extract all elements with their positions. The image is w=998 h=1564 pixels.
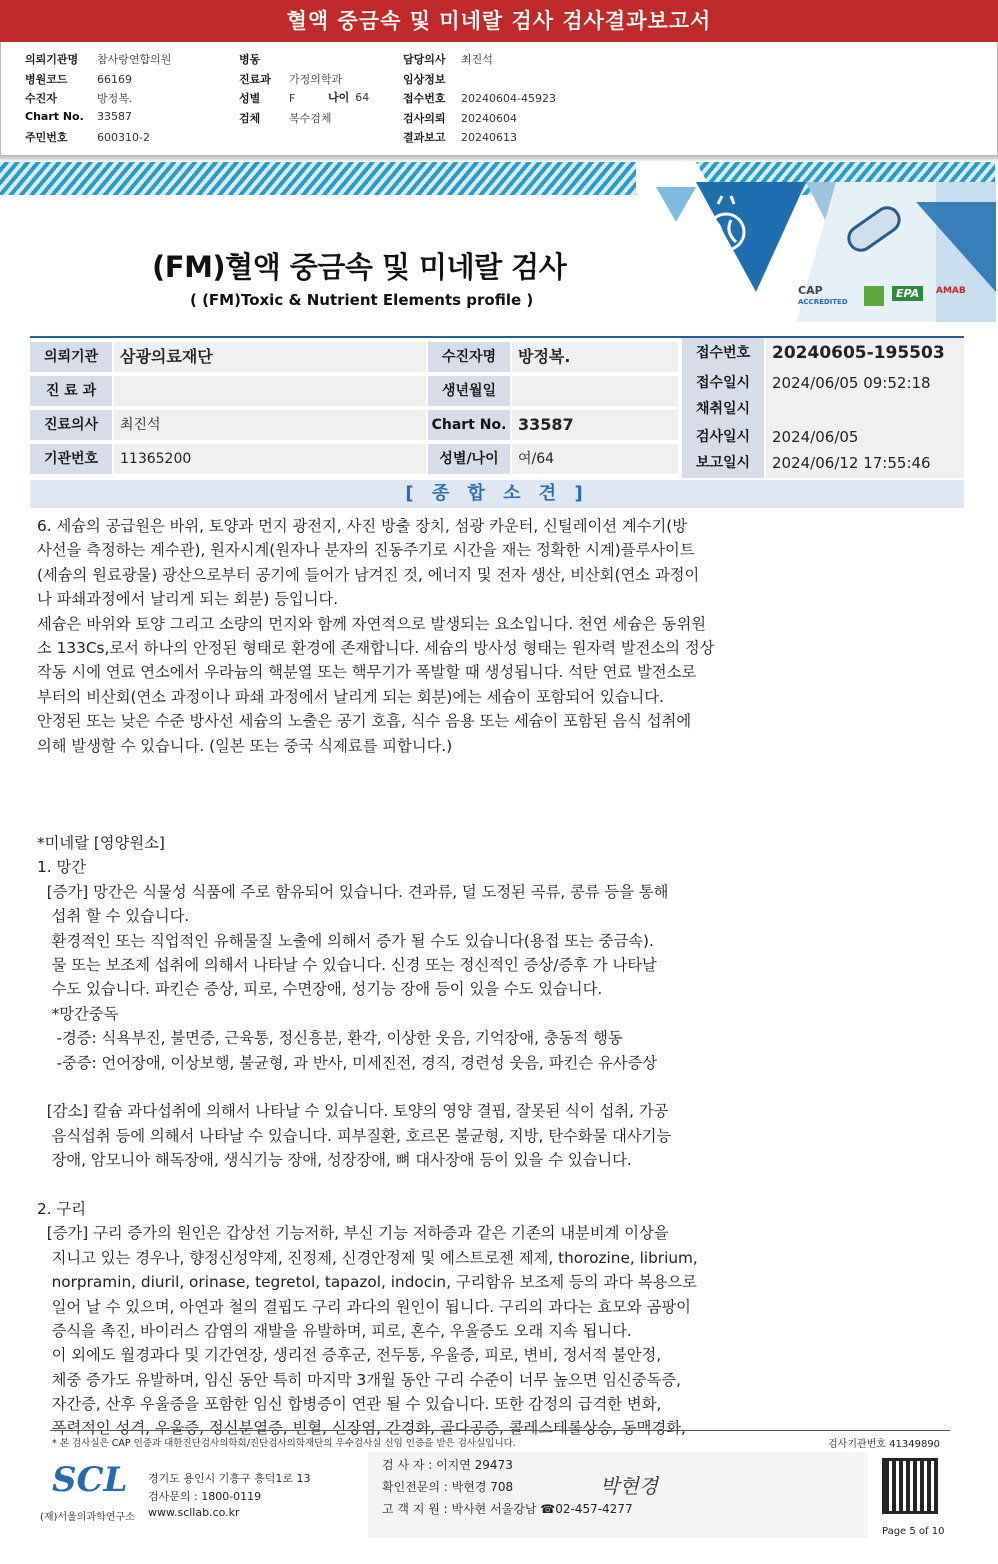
patient-name: 방정복. (512, 342, 678, 372)
org-number: 검사기관번호 41349890 (828, 1439, 941, 1450)
text-line: 작동 시에 연료 연소에서 우라늄의 핵분열 또는 핵무기가 폭발할 때 생성됩니다. 석탄 연료 발전소로 (37, 663, 697, 682)
text-line (37, 1075, 967, 1099)
patient-field: 담당의사 최진석 (403, 53, 493, 66)
text-line: 소 133Cs,로서 하나의 안정된 형태로 환경에 존재합니다. 세슘의 방사성 형태는 원자력 발전소의 정상 (37, 638, 715, 657)
patient-field: 진료과 가정의학과 (239, 72, 343, 86)
chart-no: 33587 (512, 410, 678, 440)
amab-logo: AMAB (936, 286, 966, 296)
patient-field: 임상정보 (403, 72, 446, 86)
customer-support: 고 객 지 원 : 박사현 서울강남 ☎02-457-4277 (382, 1502, 633, 1516)
patient-field: 수진자 방정복. (25, 92, 133, 105)
text-line: 안정된 또는 낮은 수준 방사선 세슘의 노출은 공기 호흡, 식수 음용 또는 세슘이 포함된 음식 섭취에 (37, 712, 692, 731)
text-line: 폭력적인 성격, 우울증, 정신분열증, 빈혈, 신장염, 간경화, 골다공증, 콜레스테롤상승, 동맥경화, (37, 1419, 686, 1438)
test-title: (FM)혈액 중금속 및 미네랄 검사 (152, 250, 567, 284)
text-line: (세슘의 원료광물) 광산으로부터 공기에 들어가 남겨진 것, 에너지 및 전자 생산, 비산회(연소 과정이 (37, 565, 700, 584)
text-line (37, 782, 967, 806)
text-line (37, 758, 967, 782)
text-line: 자간증, 산후 우울증을 포함한 임신 합병증이 연관 될 수 있습니다. 또한 감정의 급격한 변화, (37, 1395, 662, 1414)
doctor: 최진석 (114, 410, 426, 440)
patient-field: Chart No. 33587 (25, 109, 132, 123)
text-line: 음식섭취 등에 의해서 나타날 수 있습니다. 피부질환, 호르몬 불균형, 지방, 탄수화물 대사기능 (37, 1126, 672, 1145)
cap-sub: ACCREDITED (798, 298, 848, 306)
test-date: 2024/06/05 (766, 422, 964, 452)
text-line: 장애, 암모니아 해독장애, 생식기능 장애, 성장장애, 뼈 대사장애 등이 있을 수 있습니다. (37, 1151, 632, 1170)
text-line: 이 외에도 월경과다 및 기간연장, 생리전 증후군, 전두통, 우울증, 피로, 변비, 정서적 불안정, (37, 1346, 662, 1365)
text-line: 수도 있습니다. 파킨슨 증상, 피로, 수면장애, 성기능 장애 등이 있을 수도 있습니다. (37, 980, 603, 999)
sex-age: 여/64 (512, 444, 678, 474)
text-line: 1. 망간 (37, 858, 87, 877)
summary-body (37, 514, 967, 1441)
text-line: 환경적인 또는 직업적인 유해물질 노출에 의해서 증가 될 수도 있습니다(용접 또는 중금속). (37, 931, 654, 950)
report-title: 혈액 중금속 및 미네랄 검사 검사결과보고서 (0, 0, 998, 42)
cert-note: * 본 검사실은 CAP 인증과 대한진단검사의학회/진단검사의학재단의 우수검사실 신임 인증을 받은 검사실입니다. (52, 1438, 516, 1449)
scl-name: (재)서울의과학연구소 (40, 1512, 135, 1523)
patient-field: 의뢰기관명 참사랑연합의원 (25, 53, 172, 66)
text-line: 6. 세슘의 공급원은 바위, 토양과 먼지 광전지, 사진 방출 장치, 섬광 카운터, 신틸레이션 계수기(방 (37, 517, 687, 535)
text-line: [증가] 구리 증가의 원인은 갑상선 기능저하, 부신 기능 저하증과 같은 기존의 내분비계 이상을 (37, 1224, 669, 1243)
report-time: 2024/06/12 17:55:46 (766, 448, 964, 478)
patient-field: 접수번호 20240604-45923 (403, 92, 556, 105)
patient-field: 병동 (239, 53, 261, 66)
footer (0, 1430, 998, 1564)
phone: 검사문의 : 1800-0119 (148, 1490, 262, 1503)
text-line: 나 파쇄과정에서 날리게 되는 회분) 등입니다. (37, 590, 339, 609)
text-line: 2. 구리 (37, 1199, 87, 1218)
text-line: *망간중독 (37, 1004, 119, 1023)
qr-code-icon (882, 1458, 938, 1514)
website[interactable]: www.scllab.co.kr (148, 1506, 240, 1519)
address: 경기도 용인시 기흥구 흥덕1로 13 (148, 1472, 311, 1485)
text-line (37, 807, 967, 831)
confirming-doctor: 확인전문의 : 박현경 708 (382, 1480, 514, 1494)
text-line: 사선을 측정하는 계수관), 원자시계(원자나 분자의 진동주기로 시간을 재는 정확한 시계)플루사이트 (37, 541, 695, 560)
text-line: -중증: 언어장애, 이상보행, 불균형, 과 반사, 미세진전, 경직, 경련성 웃음, 파킨슨 유사증상 (37, 1053, 658, 1072)
text-line: 부터의 비산회(연소 과정이나 파쇄 과정에서 날리게 되는 회분)에는 세슘이 포함되어 있습니다. (37, 687, 664, 706)
text-line: [감소] 칼슘 과다섭취에 의해서 나타날 수 있습니다. 토양의 영양 결핍, 잘못된 식이 섭취, 가공 (37, 1102, 669, 1121)
text-line (37, 1173, 967, 1197)
receipt-time: 2024/06/05 09:52:18 (766, 368, 964, 398)
page-number: Page 5 of 10 (882, 1526, 945, 1537)
test-subtitle: ( (FM)Toxic & Nutrient Elements profile ) (190, 291, 534, 309)
patient-field: 검사의뢰 20240604 (403, 111, 517, 125)
institution-no: 11365200 (114, 444, 426, 474)
text-line: 물 또는 보조제 섭취에 의해서 나타날 수 있습니다. 신경 또는 정신적인 증상/증후 가 나타날 (37, 956, 657, 975)
receipt-no: 20240605-195503 (766, 338, 964, 368)
patient-panel (0, 42, 998, 156)
text-line: norpramin, diuril, orinase, tegretol, tapazol, indocin, 구리함유 보조제 등의 과다 복용으로 (37, 1273, 697, 1292)
patient-field: 성별 F (239, 92, 296, 105)
text-line: *미네랄 [영양원소] (37, 834, 165, 853)
cap-logo: CAP (798, 284, 823, 297)
scl-logo: SCL (52, 1460, 128, 1500)
epa-logo: EPA (892, 286, 923, 301)
patient-field: 결과보고 20240613 (403, 131, 517, 144)
patient-field: 주민번호 600310-2 (25, 131, 150, 144)
text-line: [증가] 망간은 식물성 식품에 주로 함유되어 있습니다. 견과류, 덜 도정된 곡류, 콩류 등을 통해 (37, 882, 669, 901)
signature: 박현경 (600, 1474, 658, 1498)
patient-field: 검체 복수검체 (239, 111, 332, 125)
summary-header: [ 종 합 소 견 ] (30, 480, 964, 508)
patient-field: 병원코드 66169 (25, 72, 132, 86)
text-line: 의해 발생할 수 있습니다. (일본 또는 중국 식제료를 피합니다.) (37, 736, 453, 755)
text-line: 체중 증가도 유발하며, 임신 동안 특히 마지막 3개월 동안 구리 수준이 너무 높으면 임신중독증, (37, 1370, 681, 1389)
org-name: 삼광의료재단 (114, 342, 426, 372)
age-field: 나이 64 (328, 91, 370, 104)
text-line: 일어 날 수 있으며, 아연과 철의 결핍도 구리 과다의 원인이 됩니다. 구리의 과다는 효모와 곰팡이 (37, 1297, 691, 1316)
info-table: 의뢰기관 삼광의료재단 수진자명 방정복. 접수번호 20240605-195503 진 료 과 생년월일 접수일시 2024/06/05 09:52:18 채취일시 진료의사 최진석 Chart No. 33587 검사일시 2024/06/05 기관번호 11365200 성별/나이 여/64 보고일시 2024/06/12 17:55:46 (30, 336, 964, 338)
text-line: -경증: 식욕부진, 불면증, 근육통, 정신흥분, 환각, 이상한 웃음, 기억장애, 충동적 행동 (37, 1029, 623, 1048)
text-line: 증식을 촉진, 바이러스 감염의 재발을 유발하며, 피로, 혼수, 우울증도 오래 지속 됩니다. (37, 1321, 632, 1340)
text-line: 지니고 있는 경우나, 향정신성약제, 진정제, 신경안정제 및 에스트로젠 제제, thorozine, librium, (37, 1248, 698, 1267)
text-line: 세슘은 바위와 토양 그리고 소량의 먼지와 함께 자연적으로 발생되는 요소입니다. 천연 세슘은 동위원 (37, 614, 707, 633)
tester: 검 사 자 : 이지연 29473 (382, 1458, 513, 1472)
text-line: 섭취 할 수 있습니다. (37, 907, 190, 926)
